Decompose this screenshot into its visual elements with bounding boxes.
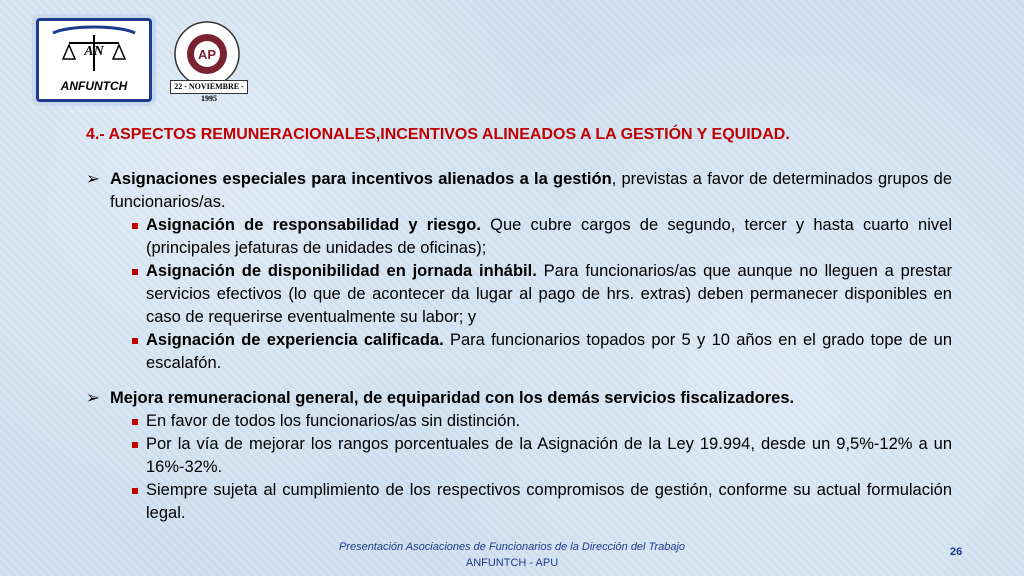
sub-bullet-bold: Asignación de experiencia calificada. xyxy=(146,331,444,349)
square-bullet-icon xyxy=(132,338,138,344)
sub-bullet xyxy=(86,433,952,479)
square-bullet-icon xyxy=(132,419,138,425)
bullet-section-1 xyxy=(86,168,952,214)
sub-bullet-text: Que cubre cargos de segundo, tercer y hasta cuarto nivel (principales jefaturas de unidades de oficinas); xyxy=(146,216,952,257)
sub-bullet-bold: Asignación de disponibilidad en jornada inhábil. xyxy=(146,262,537,280)
bullet-bold: Asignaciones especiales para incentivos alienados a la gestión xyxy=(110,170,612,188)
sub-bullet xyxy=(86,260,952,329)
sub-bullet-text: Para funcionarios topados por 5 y 10 años en el grado tope de un escalafón. xyxy=(146,331,953,372)
footer-line-1: Presentación Asociaciones de Funcionarios de la Dirección del Trabajo xyxy=(338,541,686,553)
bullet-text: , previstas a favor de determinados grupos de funcionarios/as. xyxy=(110,170,952,211)
slide-title: 4.- ASPECTOS REMUNERACIONALES,INCENTIVOS ALINEADOS A LA GESTIÓN Y EQUIDAD. xyxy=(86,126,790,143)
bullet-section-2 xyxy=(86,387,952,410)
anfuntch-logo xyxy=(36,18,152,102)
square-bullet-icon xyxy=(132,269,138,275)
svg-text:AP: AP xyxy=(197,47,217,62)
square-bullet-icon xyxy=(132,488,138,494)
association-seal xyxy=(160,16,255,103)
svg-text:AN: AN xyxy=(84,44,104,59)
sub-bullet-text: Por la vía de mejorar los rangos porcentuales de la Asignación de la Ley 19.994, desde un 9,5%-12% a un 16%-32%. xyxy=(146,435,952,476)
sub-bullet-text: Para funcionarios/as que aunque no lleguen a prestar servicios efectivos (lo que de acontecer da lugar al pago de hrs. extras) deben permanecer disponibles en caso de requerirse eventualmente su labor; y xyxy=(146,262,952,326)
bullet-bold: Mejora remuneracional general, de equiparidad con los demás servicios fiscalizadores. xyxy=(110,389,795,407)
sub-bullet-text: Siempre sujeta al cumplimiento de los respectivos compromisos de gestión, conforme su actual formulación legal. xyxy=(146,481,952,522)
sub-bullet-bold: Asignación de responsabilidad y riesgo. xyxy=(146,216,481,234)
seal-date: 22 - NOVIEMBRE - 1995 xyxy=(170,80,248,94)
slide-body xyxy=(86,168,952,525)
square-bullet-icon xyxy=(132,223,138,229)
arrow-bullet-icon: ➢ xyxy=(86,170,100,188)
arrow-bullet-icon: ➢ xyxy=(86,389,100,407)
page-number: 26 xyxy=(950,546,963,558)
sub-bullet xyxy=(86,329,952,375)
logo-label: ANFUNTCH xyxy=(60,79,128,93)
sub-bullet xyxy=(86,479,952,525)
sub-bullet xyxy=(86,214,952,260)
sub-bullet-text: En favor de todos los funcionarios/as sin distinción. xyxy=(146,412,521,430)
sub-bullet xyxy=(86,410,952,433)
square-bullet-icon xyxy=(132,442,138,448)
footer-line-2: ANFUNTCH - APU xyxy=(465,557,559,569)
